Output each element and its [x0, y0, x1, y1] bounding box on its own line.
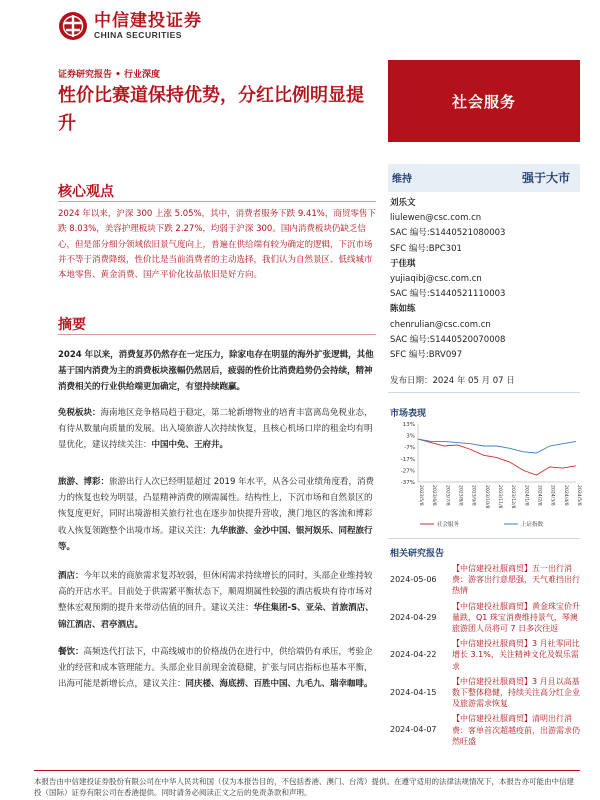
analyst-name: 陈如练 [390, 304, 416, 315]
related-report-row[interactable] [390, 676, 580, 710]
legend-label: 社会服务 [437, 522, 460, 528]
core-paragraph: 2024 年以来，沪深 300 上涨 5.05%，其中，消费者服务下跌 9.41%，商贸零售下跌 8.03%，美容护理板块下跌 2.27%，均弱于沪深 300。国内消费板块仍缺乏信心，但是部分细分领域依旧景气度向上，普遍在供给端有较为确定的逻辑，下沉市场并不等于消费降级，性价比是当前消费者的主动选择，我们认为自然景区、低线城市本地零售、黄金消费、国产平价化妆品依旧是好方向。 [58, 209, 376, 281]
analyst-name: 刘乐文 [390, 198, 416, 208]
market-performance-chart [390, 420, 580, 535]
summary-heading: 摘要 [58, 317, 86, 333]
series-line-index [418, 439, 576, 453]
analyst-list [390, 196, 578, 363]
duty-free-label: 免税板块： [58, 408, 101, 418]
logo-cn-text: 中信建投证券 [94, 10, 202, 31]
chart-title: 市场表现 [390, 409, 427, 419]
duty-free-paragraph [58, 405, 376, 454]
analyst-email[interactable]: liulewen@csc.com.cn [390, 213, 482, 224]
sector-label: 社会服务 [451, 92, 516, 111]
analyst-block [390, 196, 578, 257]
x-tick-label: 2024/5/8 [576, 485, 581, 506]
x-tick-label: 2023/12/8 [510, 485, 516, 509]
core-text [58, 207, 376, 283]
x-tick-label: 2023/7/8 [444, 485, 450, 506]
x-tick-label: 2023/10/8 [483, 485, 489, 509]
footer-disclaimer: 本报告由中信建投证券股份有限公司在中华人民共和国（仅为本报告目的，不包括香港、澳门、台湾）提供。在遵守适用的法律法规情况下，本报告亦可能由中信建投（国际）证券有限公司在香港提供。同时请务必阅读正文之后的免责条款和声明。 [34, 777, 574, 797]
x-tick-label: 2023/11/8 [497, 485, 502, 509]
hotel-paragraph [58, 568, 376, 633]
hotel-text: 今年以来的商旅需求复苏较弱，但休闲需求持续增长的同时，头部企业维持较高的开店水平。目前处于供需紧平衡状态下，顺周期属性较强的酒店板块有待市场对整体宏观预期的提升来带动估值的回升。建议关注： [58, 571, 373, 614]
travel-label: 旅游、博彩： [58, 477, 110, 487]
travel-picks: 九华旅游、金沙中国、银河娱乐、同程旅行等。 [58, 525, 373, 552]
series-line-sector [418, 439, 576, 475]
related-report-title[interactable]: 【中信建投社服商贸】3 月社零同比增长 3.1%，关注精神文化及娱乐需求 [452, 639, 580, 671]
related-reports [390, 563, 580, 751]
related-report-date: 2024-04-29 [390, 612, 437, 622]
analyst-block [390, 302, 578, 363]
x-tick-label: 2023/8/8 [457, 485, 463, 506]
x-tick-label: 2024/3/8 [549, 485, 555, 506]
travel-text: 旅游出行人次已经明显超过 2019 年水平，从各公司业绩角度看，消费力的恢复也较为明显，凸显精神消费的刚需属性。结构性上，下沉市场和自然景区的恢复度更好，同时出境游相关旅行社也在逐步加快提升营收，澳门地区的客流和博彩收入恢复领跑整个出境市场。建议关注： [58, 477, 375, 536]
related-report-title[interactable]: 【中信建投社服商贸】五一出行消费：游客出行意愿强，天气难挡出行热情 [452, 564, 580, 596]
related-report-title[interactable]: 【中信建投社服商贸】清明出行消费：客单首次超越疫前，出游需求仍然旺盛 [452, 714, 580, 746]
summary-divider [58, 334, 376, 335]
related-report-row[interactable] [390, 638, 580, 672]
analyst-block [390, 257, 578, 303]
catering-picks: 同庆楼、海底捞、百胜中国、九毛九、瑞幸咖啡。 [185, 679, 373, 690]
rating-label: 维持 [392, 174, 412, 185]
y-tick-label: 13% [402, 422, 415, 428]
page-title: 性价比赛道保持优势，分红比例明显提升 [58, 85, 364, 134]
hotel-picks: 华住集团-S、亚朵、首旅酒店、锦江酒店、君亭酒店。 [58, 603, 374, 630]
related-report-row[interactable] [390, 601, 580, 635]
related-report-date: 2024-05-06 [390, 575, 437, 584]
analyst-sac: SAC 编号:S1440521080003 [390, 228, 506, 239]
sector-banner [388, 60, 580, 142]
core-heading: 核心观点 [58, 184, 114, 200]
analyst-name: 于佳琪 [390, 258, 416, 269]
related-report-title[interactable]: 【中信建投社服商贸】黄金珠宝价升量跌，Q1 珠宝消费维持景气，琴澳旅游团人员将可 7 日多次往返 [452, 601, 580, 634]
duty-free-text: 海南地区竞争格局趋于稳定，第二轮新增物业的培育丰富离岛免税业态，有待从数量向质量的发展。出入境旅游人次持续恢复，且核心机场口岸的租金均有明显优化，建议持续关注： [58, 408, 373, 451]
catering-text: 高频迭代打法下，中高线城市的价格战仍在进行中，供给端仍有承压，考验企业的经营和成本管理能力。头部企业目前现金流稳健，扩张与同店指标也基本平衡，出海可能是新增长点，建议关注： [58, 647, 373, 690]
x-tick-label: 2023/5/8 [418, 485, 423, 506]
y-tick-label: 3% [406, 433, 415, 440]
legend-label: 上证指数 [521, 522, 544, 528]
hotel-label: 酒店： [58, 571, 84, 581]
rating-value: 强于大市 [521, 171, 570, 185]
logo-en-text: CHINA SECURITIES [94, 29, 182, 40]
analyst-email[interactable]: yujiaqibj@csc.com.cn [390, 274, 482, 285]
publish-date [390, 374, 515, 386]
footer-divider [34, 770, 580, 771]
related-report-date: 2024-04-22 [390, 650, 437, 660]
travel-paragraph [58, 474, 376, 555]
x-tick-label: 2024/4/8 [562, 485, 568, 506]
y-tick-label: -7% [404, 445, 415, 452]
x-tick-label: 2024/1/8 [523, 485, 529, 506]
document-type: 证券研究报告 • 行业深度 [58, 70, 161, 80]
right-divider [388, 392, 580, 393]
rating-bar [388, 164, 580, 192]
y-tick-label: -27% [400, 468, 415, 475]
related-report-row[interactable] [390, 563, 580, 597]
publish-label: 发布日期： [390, 376, 433, 386]
publish-value: 2024 年 05 月 07 日 [432, 376, 515, 386]
summary-intro-text: 2024 年以来，消费复苏仍然存在一定压力，除家电存在明显的海外扩张逻辑，其他基于国内消费为主的消费板块涨幅仍然居后，疲弱的性价比消费趋势仍会持续，精神消费相关的行业供给端更加确定，有望持续跑赢。 [58, 350, 374, 393]
analyst-sac: SAC 编号:S1440520070008 [390, 334, 506, 345]
related-report-date: 2024-04-15 [390, 687, 437, 697]
right-divider [388, 538, 580, 539]
y-tick-label: -17% [400, 456, 415, 463]
related-report-title[interactable]: 【中信建投社服商贸】3 月且以高基数下整体稳健，持续关注高分红企业及旅游需求恢复 [452, 676, 580, 709]
duty-free-picks: 中国中免、王府井。 [151, 440, 229, 451]
analyst-email[interactable]: chenrulian@csc.com.cn [390, 319, 491, 330]
related-report-row[interactable] [390, 713, 580, 747]
core-divider [58, 201, 376, 202]
x-tick-label: 2023/6/8 [431, 485, 437, 506]
summary-intro [58, 347, 376, 396]
x-tick-label: 2024/2/8 [536, 485, 542, 506]
analyst-sac: SAC 编号:S1440521110003 [390, 289, 506, 300]
catering-label: 餐饮： [58, 647, 84, 657]
company-logo-icon [58, 11, 88, 41]
analyst-sfc: SFC 编号:BPC301 [390, 243, 462, 254]
y-tick-label: -37% [400, 480, 415, 486]
related-report-date: 2024-04-07 [390, 725, 437, 735]
company-logo [58, 9, 202, 43]
catering-paragraph [58, 644, 376, 693]
related-heading: 相关研究报告 [390, 549, 445, 559]
x-tick-label: 2023/9/8 [470, 485, 476, 506]
analyst-sfc: SFC 编号:BRV097 [390, 350, 463, 361]
